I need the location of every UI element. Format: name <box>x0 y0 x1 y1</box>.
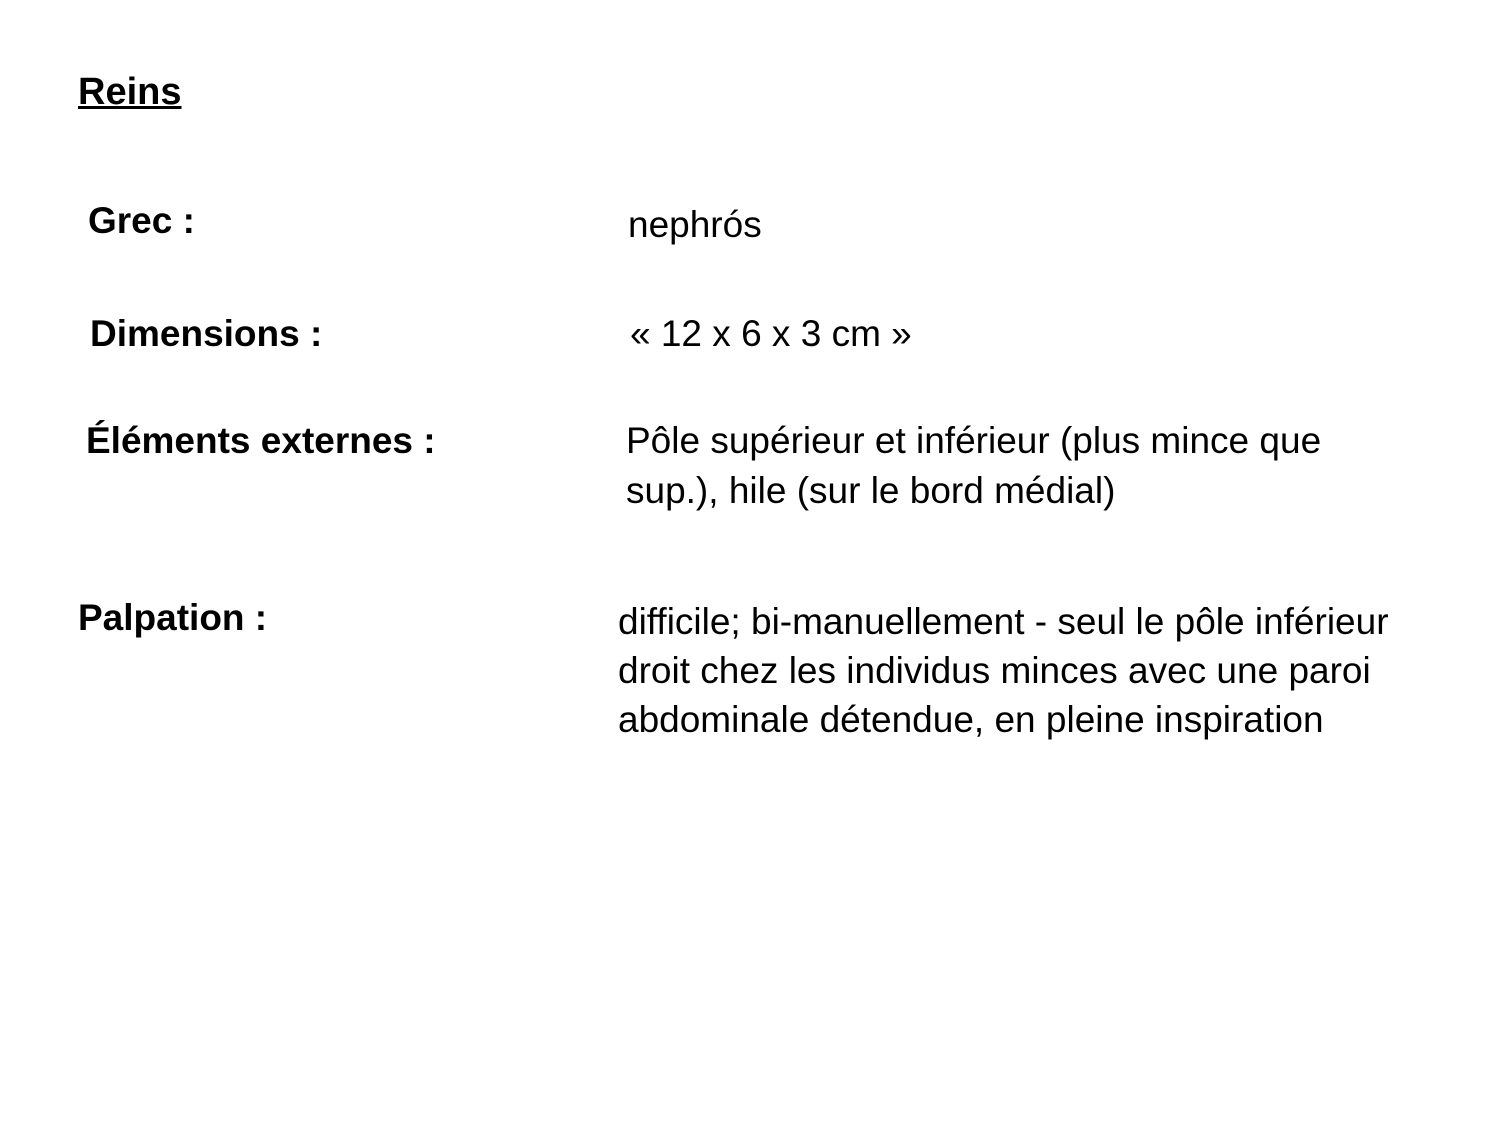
term-value-palpation: difficile; bi-manuellement - seul le pôle inférieur droit chez les individus minces avec une paroi abdominale détendue, en pleine inspiration <box>618 600 1389 741</box>
list-item <box>78 196 1428 249</box>
term-label-palpation: Palpation : <box>78 596 268 638</box>
list-item <box>78 309 1428 358</box>
definition-list <box>78 196 1428 744</box>
page-title: Reins <box>78 71 182 113</box>
list-item <box>78 593 1428 745</box>
term-label-elements-externes: Éléments externes : <box>86 420 436 462</box>
term-label-grec: Grec : <box>88 200 195 241</box>
term-value-grec: nephrós <box>628 204 762 245</box>
list-item <box>78 416 1428 514</box>
term-value-dimensions: « 12 x 6 x 3 cm » <box>630 313 912 355</box>
term-value-elements-externes: Pôle supérieur et inférieur (plus mince que sup.), hile (sur le bord médial) <box>626 420 1322 511</box>
term-label-dimensions: Dimensions : <box>90 313 323 355</box>
